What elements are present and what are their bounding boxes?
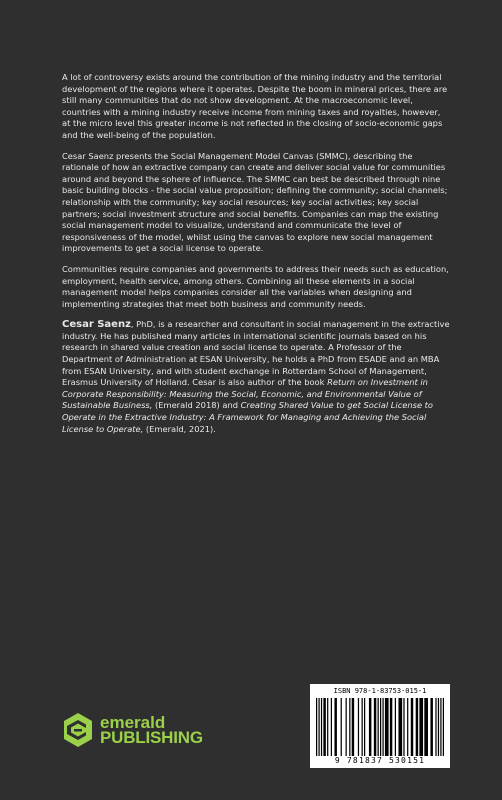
- author-bio: [62, 319, 450, 435]
- barcode-bar: [316, 698, 317, 756]
- publisher-logo: [62, 712, 203, 748]
- barcode-bar: [390, 698, 392, 756]
- author-bio-part-2: (Emerald 2018) and: [152, 400, 241, 411]
- barcode-bar: [378, 698, 379, 756]
- barcode-bar: [346, 698, 347, 756]
- barcode-bar: [374, 698, 376, 756]
- barcode-bar: [364, 698, 365, 756]
- barcode-bar: [380, 698, 381, 756]
- barcode-bar: [430, 698, 432, 756]
- barcode-bar: [349, 698, 350, 756]
- isbn-label: ISBN 978-1-83753-015-1: [333, 687, 427, 695]
- book-title-2: Creating Shared Value to get Social License to Operate in the Extractive Industry: A Framework for Managing and Achieving the Social License to Operate,: [62, 400, 434, 434]
- publisher-name-line-2: PUBLISHING: [100, 728, 203, 747]
- barcode-bar: [382, 698, 383, 756]
- author-bio-part-1: , PhD, is a researcher and consultant in social management in the extractive industry. He has published many articles in international scientific journals based on his research in shared value creation and social license to operate. A Professor of the Department of Administration at ESAN University, he holds a PhD from ESADE and an MBA from ESAN University, and with student exchange in Rotterdam School of Management, Erasmus University of Holland. Cesar is also author of the book: [62, 319, 450, 388]
- blurb-paragraph-3: Communities require companies and governments to address their needs such as education, employment, health service, among others. Combining all these elements in a social management model helps companies consider all the variables when designing and implementing strategies that meet both business and community needs.: [62, 263, 449, 309]
- book-title-1: Return on Investment in Corporate Responsibility: Measuring the Social, Economic, and Environmental Value of Sustainable Business,: [62, 377, 428, 411]
- barcode-bar: [440, 698, 441, 756]
- isbn-barcode: [310, 684, 450, 768]
- barcode-bar: [398, 698, 402, 756]
- barcode-bar: [352, 698, 354, 756]
- publisher-name: [100, 715, 203, 745]
- blurb-paragraph-2: Cesar Saenz presents the Social Management Model Canvas (SMMC), describing the rationale of how an extractive company can create and deliver social value for communities around and beyond the sphere of influence. The SMMC can best be described through nine basic building blocks - the social value proposition; defining the community; social channels; relationship with the community; key social resources; key social activities; key social partners; social investment structure and social benefits. Companies can map the existing social management model to visualize, understand and communicate the level of responsiveness of the model, whilst using the canvas to explore new social management improvements to get a social license to operate.: [62, 150, 448, 254]
- barcode-bar: [341, 698, 342, 756]
- barcode-bar: [318, 698, 319, 756]
- author-bio-part-3: (Emerald, 2021).: [143, 423, 216, 434]
- barcode-bar: [334, 698, 336, 756]
- barcode-bar: [395, 698, 396, 756]
- barcode-number: 9 781837 530151: [334, 756, 426, 765]
- barcode-bar: [331, 698, 332, 756]
- barcode-bar: [438, 698, 439, 756]
- barcode-bar: [424, 698, 428, 756]
- barcode-bar: [358, 698, 359, 756]
- back-cover-blurb: [62, 72, 450, 444]
- barcode-bar: [435, 698, 436, 756]
- barcode-bar: [385, 698, 389, 756]
- barcode-bar: [411, 698, 413, 756]
- barcode-bar: [403, 698, 404, 756]
- emerald-logo-icon: [62, 712, 94, 748]
- barcode-bar: [327, 698, 328, 756]
- barcode-bar: [321, 698, 322, 756]
- barcode-bars: [316, 698, 444, 756]
- blurb-paragraph-1: A lot of controversy exists around the contribution of the mining industry and the territorial development of the regions where it operates. Despite the boom in mineral prices, there are still many communities that do not show development. At the macroeconomic level, countries with a mining industry receive income from mining taxes and royalties, however, at the micro level this greater income is not reflected in the closing of socio-economic gaps and the well-being of the population.: [62, 72, 448, 140]
- barcode-bar: [416, 698, 418, 756]
- barcode-bar: [407, 698, 408, 756]
- barcode-bar: [323, 698, 325, 756]
- publisher-name-line-1: emerald: [100, 713, 166, 732]
- barcode-bar: [443, 698, 444, 756]
- barcode-bar: [369, 698, 371, 756]
- barcode-bar: [362, 698, 363, 756]
- barcode-bar: [419, 698, 423, 756]
- author-name: Cesar Saenz: [62, 319, 131, 331]
